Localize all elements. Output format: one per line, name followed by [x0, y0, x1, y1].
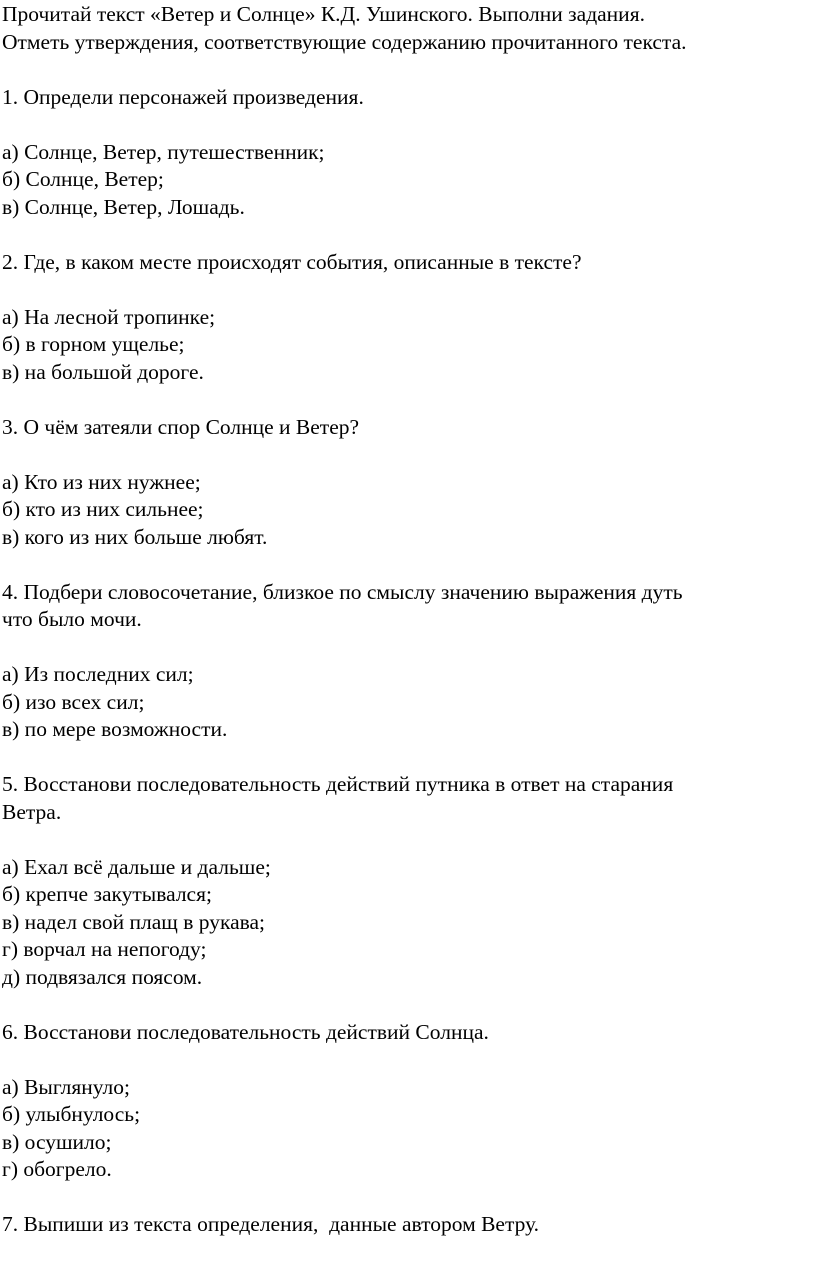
instruction-line: Прочитай текст «Ветер и Солнце» К.Д. Ушинского. Выполни задания. — [2, 2, 645, 26]
answer-option: а) Из последних сил; — [2, 662, 194, 686]
question-text: 7. Выпиши из текста определения, данные автором Ветру. — [2, 1212, 540, 1236]
question-1 — [2, 84, 814, 222]
spacer — [2, 276, 814, 304]
answer-option: б) крепче закутывался; — [2, 882, 212, 906]
answer-option: б) изо всех сил; — [2, 689, 145, 714]
question-text: 3. О чём затеяли спор Солнце и Ветер? — [2, 414, 360, 439]
question-6 — [2, 1019, 814, 1184]
question-text: 6. Восстанови последовательность действий Солнца. — [2, 1019, 489, 1044]
question-2 — [2, 249, 814, 387]
instruction-line: Отметь утверждения, соответствующие содержанию прочитанного текста. — [2, 29, 687, 54]
question-4 — [2, 579, 814, 744]
spacer — [2, 386, 814, 414]
answer-option: г) обогрело. — [2, 1157, 112, 1181]
answer-option: а) На лесной тропинке; — [2, 304, 216, 329]
question-text: Ветра. — [2, 799, 62, 824]
answer-option: б) Солнце, Ветер; — [2, 167, 164, 191]
spacer — [2, 56, 814, 84]
question-text: 2. Где, в каком месте происходят события, описанные в тексте? — [2, 249, 582, 274]
question-text: 4. Подбери словосочетание, близкое по смыслу значению выражения дуть — [2, 579, 683, 604]
answer-option: а) Выглянуло; — [2, 1074, 130, 1099]
answer-option: б) улыбнулось; — [2, 1102, 141, 1126]
answer-option: в) надел свой плащ в рукава; — [2, 909, 265, 934]
document-page — [2, 1, 814, 1239]
spacer — [2, 1046, 814, 1074]
question-7 — [2, 1211, 814, 1239]
answer-option: а) Солнце, Ветер, путешественник; — [2, 139, 325, 164]
answer-option: в) осушило; — [2, 1129, 112, 1154]
answer-option: д) подвязался поясом. — [2, 964, 203, 989]
spacer — [2, 634, 814, 662]
question-text: 5. Восстанови последовательность действий путника в ответ на старания — [2, 772, 674, 796]
instructions — [2, 1, 814, 56]
answer-option: в) Солнце, Ветер, Лошадь. — [2, 194, 245, 219]
spacer — [2, 744, 814, 772]
answer-option: в) кого из них больше любят. — [2, 524, 268, 549]
spacer — [2, 221, 814, 249]
answer-option: а) Кто из них нужнее; — [2, 469, 201, 494]
question-text: 1. Определи персонажей произведения. — [2, 84, 364, 109]
spacer — [2, 1184, 814, 1212]
spacer — [2, 111, 814, 139]
spacer — [2, 991, 814, 1019]
answer-option: б) в горном ущелье; — [2, 332, 185, 356]
spacer — [2, 826, 814, 854]
answer-option: г) ворчал на непогоду; — [2, 937, 207, 961]
answer-option: в) на большой дороге. — [2, 359, 204, 384]
answer-option: в) по мере возможности. — [2, 717, 228, 741]
question-text: что было мочи. — [2, 607, 142, 631]
question-3 — [2, 414, 814, 552]
spacer — [2, 551, 814, 579]
answer-option: а) Ехал всё дальше и дальше; — [2, 854, 271, 879]
question-5 — [2, 771, 814, 991]
spacer — [2, 441, 814, 469]
answer-option: б) кто из них сильнее; — [2, 497, 204, 521]
